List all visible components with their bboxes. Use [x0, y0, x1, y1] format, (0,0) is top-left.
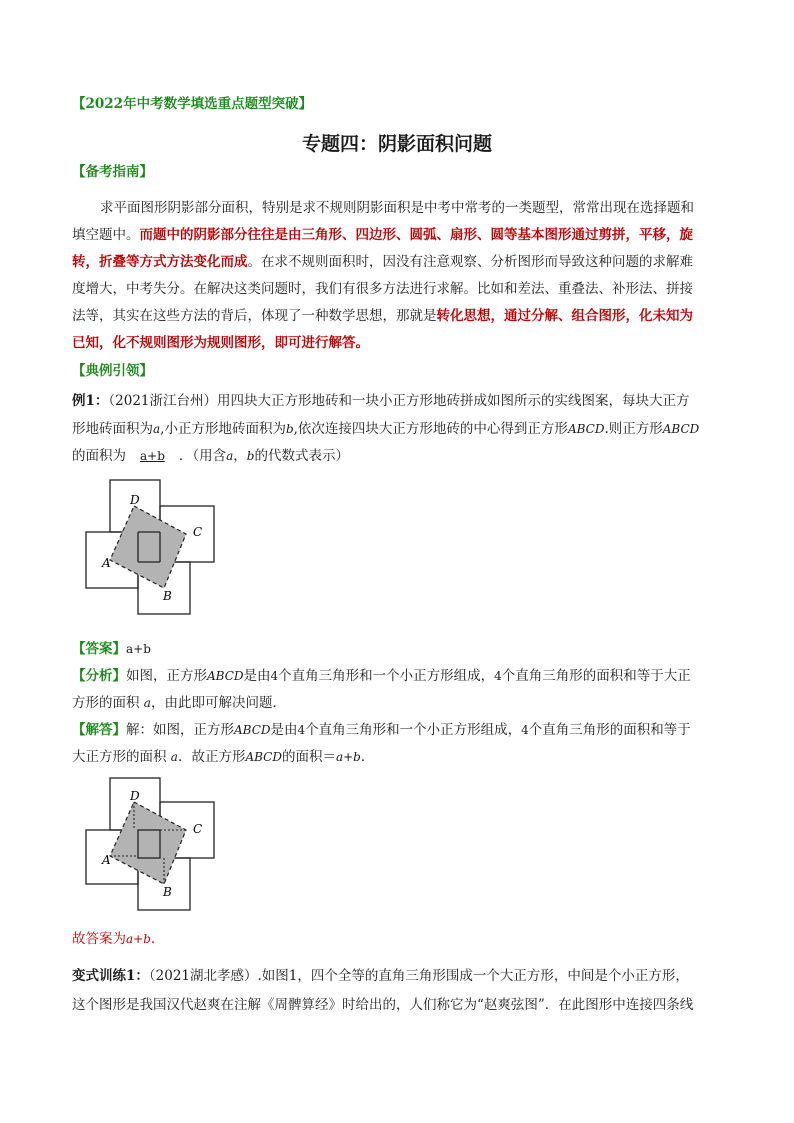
answer-line: 【答案】a+b [72, 641, 151, 657]
analysis-line-1: 【分析】如图，正方形ABCD是由4个直角三角形和一个小正方形组成，4个直角三角形的面积和等于大正 [72, 668, 691, 684]
example1-line-3: 的面积为 a+b ．（用含a，b的代数式表示） [72, 448, 349, 464]
example1-line-1: 例1：（2021浙江台州）用四块大正方形地砖和一块小正方形地砖拼成如图所示的实线图案，每块大正方 [72, 393, 690, 409]
label-d: D [130, 789, 140, 803]
label-a: A [102, 556, 111, 570]
guide-line-2: 填空题中。而题中的阴影部分往往是由三角形、四边形、圆弧、扇形、圆等基本图形通过剪拼，平移，旋 [72, 227, 693, 243]
label-b: B [163, 589, 172, 603]
guide-heading: 【备考指南】 [72, 164, 153, 180]
final-answer: 故答案为a+b． [72, 931, 165, 947]
label-d: D [130, 493, 140, 507]
label-c: C [193, 525, 203, 539]
shaded-square-abcd [110, 506, 186, 588]
example1-figure [80, 478, 220, 616]
label-b: B [163, 885, 172, 899]
guide-line-5: 法等，其实在这些方法的背后，体现了一种数学思想，那就是转化思想，通过分解、组合图形，化未知为 [72, 308, 693, 324]
example1-line-2: 形地砖面积为a,小正方形地砖面积为b,依次连接四块大正方形地砖的中心得到正方形ABCD.则正方形ABCD [72, 421, 700, 437]
page-title: 专题四：阴影面积问题 [301, 133, 492, 155]
label-c: C [193, 822, 203, 836]
series-tag: 【2022年中考数学填选重点题型突破】 [72, 96, 313, 112]
examples-heading: 【典例引领】 [72, 363, 153, 379]
solution-line-2: 大正方形的面积 a．故正方形ABCD的面积＝a+b． [72, 749, 375, 765]
variant1-line-1: 变式训练1：（2021湖北孝感）.如图1，四个全等的直角三角形围成一个大正方形，中间是个小正方形， [72, 968, 689, 984]
guide-line-3: 转，折叠等方式方法变化而成。在求不规则面积时，因没有注意观察、分析图形而导致这种问题的求解难 [72, 254, 693, 270]
guide-line-6: 已知，化不规则图形为规则图形，即可进行解答。 [72, 335, 369, 351]
guide-line-1: 求平面图形阴影部分面积，特别是求不规则阴影面积是中考中常考的一类题型，常常出现在选择题和 [100, 200, 694, 216]
solution-figure [80, 776, 220, 912]
solution-line-1: 【解答】解：如图，正方形ABCD是由4个直角三角形和一个小正方形组成，4个直角三角形的面积和等于 [72, 722, 691, 738]
label-a: A [102, 853, 111, 867]
analysis-line-2: 方形的面积 a，由此即可解决问题． [72, 695, 286, 711]
shaded-square-abcd [110, 802, 186, 884]
guide-line-4: 度增大，中考失分。在解决这类问题时，我们有很多方法进行求解。比如和差法、重叠法、补形法、拼接 [72, 281, 693, 297]
variant1-line-2: 这个图形是我国汉代赵爽在注解《周髀算经》时给出的，人们称它为“赵爽弦图”．在此图形中连接四条线 [72, 997, 694, 1013]
